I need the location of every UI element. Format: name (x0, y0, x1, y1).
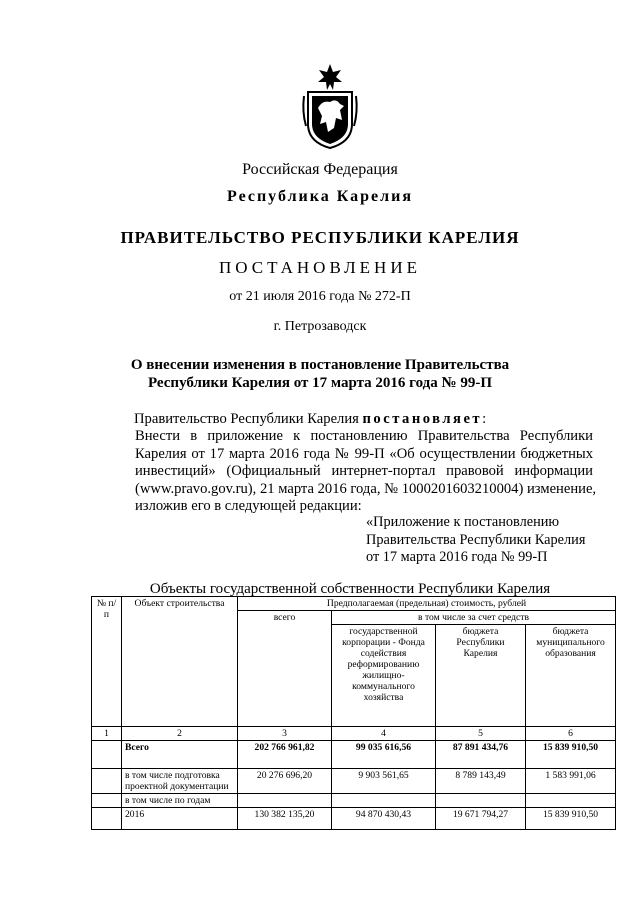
row-republic: 87 891 434,76 (436, 741, 526, 769)
document-type: ПОСТАНОВЛЕНИЕ (218, 258, 421, 277)
header-total: всего (238, 611, 332, 727)
row-num (92, 741, 122, 769)
decree-heading-line1: О внесении изменения в постановление Правительства (130, 357, 510, 373)
column-number: 3 (238, 727, 332, 741)
row-fund: 9 903 561,65 (332, 769, 436, 794)
row-fund (332, 794, 436, 808)
row-fund: 94 870 430,43 (332, 808, 436, 830)
decree-heading (0, 356, 640, 392)
federation-label: Российская Федерация (242, 161, 398, 178)
resolution-intro (134, 411, 608, 429)
resolution-keyword: постановляет (362, 411, 483, 427)
objects-table (91, 596, 616, 830)
column-number: 1 (92, 727, 122, 741)
paragraph-line: Внести в приложение к постановлению Правительства Республики (135, 428, 593, 444)
row-municipal (526, 794, 616, 808)
paragraph-line: Карелия от 17 марта 2016 года № 99-П «Об осуществлении бюджетных (135, 445, 593, 462)
row-total (238, 794, 332, 808)
row-municipal: 15 839 910,50 (526, 808, 616, 830)
decree-heading-line2: Республики Карелия от 17 марта 2016 года № 99-П (147, 375, 493, 391)
column-number: 5 (436, 727, 526, 741)
header-republic-budget: бюджета Республики Карелия (436, 625, 526, 727)
appendix-note (366, 514, 585, 567)
row-fund: 99 035 616,56 (332, 741, 436, 769)
row-name: Всего (122, 741, 238, 769)
header-municipal-budget: бюджета муниципального образования (526, 625, 616, 727)
row-municipal: 15 839 910,50 (526, 741, 616, 769)
appendix-line: Правительства Республики Карелия (366, 531, 586, 548)
table-row (92, 769, 616, 794)
table-row (92, 794, 616, 808)
resolution-paragraph (119, 428, 597, 516)
row-name: 2016 (122, 808, 238, 830)
paragraph-line: (www.pravo.gov.ru), 21 марта 2016 года, № 1000201603210004) изменение, (135, 480, 597, 497)
row-total: 202 766 961,82 (238, 741, 332, 769)
row-num (92, 769, 122, 794)
row-republic: 8 789 143,49 (436, 769, 526, 794)
resolution-intro-end: : (482, 411, 487, 427)
column-numbers-row (92, 727, 616, 741)
header-object: Объект строительства (122, 597, 238, 727)
column-number: 4 (332, 727, 436, 741)
decree-date: от 21 июля 2016 года № 272-П (229, 289, 411, 304)
table-header-row (92, 597, 616, 611)
government-title: ПРАВИТЕЛЬСТВО РЕСПУБЛИКИ КАРЕЛИЯ (120, 228, 520, 247)
column-number: 2 (122, 727, 238, 741)
coat-of-arms-karelia-icon (300, 62, 360, 150)
row-name: в том числе по годам (122, 794, 238, 808)
header-state-corp: государственной корпорации - Фонда содействия реформированию жилищно-коммунального хозяйства (332, 625, 436, 727)
row-total: 20 276 696,20 (238, 769, 332, 794)
row-republic: 19 671 794,27 (436, 808, 526, 830)
column-number: 6 (526, 727, 616, 741)
city-label: г. Петрозаводск (273, 319, 367, 334)
republic-label: Республика Карелия (227, 188, 413, 205)
row-num (92, 808, 122, 830)
paragraph-line: изложив его в следующей редакции: (135, 498, 362, 514)
table-title: Объекты государственной собственности Республики Карелия (149, 581, 551, 597)
row-republic (436, 794, 526, 808)
row-total: 130 382 135,20 (238, 808, 332, 830)
row-name: в том числе подготовка проектной документации (122, 769, 238, 794)
row-municipal: 1 583 991,06 (526, 769, 616, 794)
resolution-intro-start: Правительство Республики Карелия (134, 411, 363, 427)
row-num (92, 794, 122, 808)
table-row (92, 741, 616, 769)
header-cost: Предполагаемая (предельная) стоимость, рублей (238, 597, 616, 611)
paragraph-line: инвестиций» (Официальный интернет-портал правовой информации (135, 463, 593, 479)
table-row (92, 808, 616, 830)
appendix-line: «Приложение к постановлению (366, 514, 560, 530)
appendix-line: от 17 марта 2016 года № 99-П (366, 549, 548, 565)
header-including: в том числе за счет средств (332, 611, 616, 625)
header-num: № п/п (92, 597, 122, 727)
